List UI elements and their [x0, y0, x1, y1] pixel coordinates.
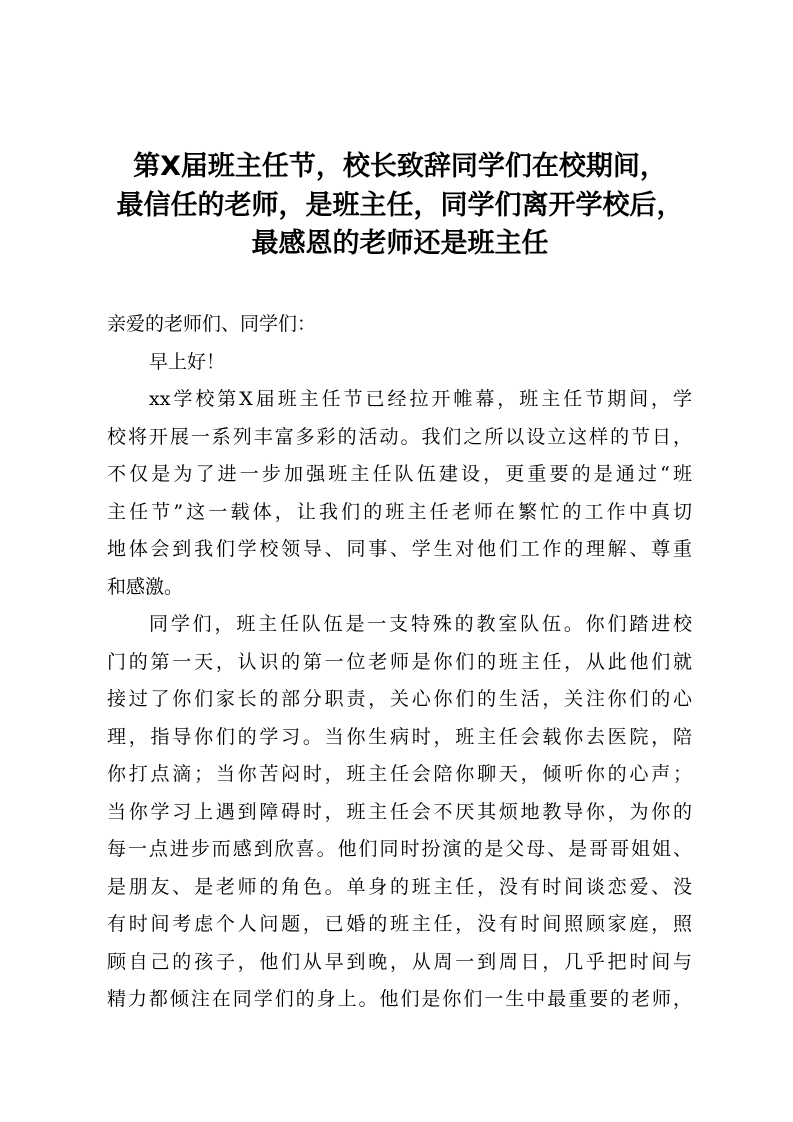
text-line: 是朋友、是老师的角色。单身的班主任，没有时间谈恋爱、没: [107, 875, 692, 898]
document-body: [107, 306, 692, 1019]
text-line: 校将开展一系列丰富多彩的活动。我们之所以设立这样的节日，: [107, 425, 692, 448]
text-line: xx学校第X届班主任节已经拉开帷幕，班主任节期间，学: [149, 388, 692, 410]
text-line: 精力都倾注在同学们的身上。他们是你们一生中最重要的老师，: [107, 988, 692, 1010]
text-line: 当你学习上遇到障碍时，班主任会不厌其烦地教导你，为你的: [107, 800, 692, 823]
text-line: 地体会到我们学校领导、同事、学生对他们工作的理解、尊重: [107, 538, 692, 560]
text-line: 你打点滴；当你苦闷时，班主任会陪你聊天，倾听你的心声；: [107, 763, 692, 785]
document-title: [100, 148, 700, 264]
text-line: 顾自己的孩子，他们从早到晚，从周一到周日，几乎把时间与: [107, 950, 692, 973]
title-line: 最感恩的老师还是班主任: [251, 228, 549, 259]
text-line: 有时间考虑个人问题，已婚的班主任，没有时间照顾家庭，照: [107, 913, 692, 935]
title-line: 最信任的老师，是班主任，同学们离开学校后，: [116, 189, 684, 221]
text-line: 理，指导你们的学习。当你生病时，班主任会载你去医院，陪: [107, 725, 692, 748]
text-line: 主任节”这一载体，让我们的班主任老师在繁忙的工作中真切: [107, 500, 692, 523]
text-line: 不仅是为了进一步加强班主任队伍建设，更重要的是通过“班: [107, 463, 692, 485]
paragraph: [107, 606, 692, 1019]
text-line: 门的第一天，认识的第一位老师是你们的班主任，从此他们就: [107, 650, 692, 673]
salutation: 亲爱的老师们、同学们：: [107, 313, 317, 335]
text-line: 同学们，班主任队伍是一支特殊的教室队伍。你们踏进校: [149, 613, 692, 635]
paragraph: [107, 381, 692, 606]
text-line: 每一点进步而感到欣喜。他们同时扮演的是父母、是哥哥姐姐、: [107, 838, 692, 860]
text-line: 接过了你们家长的部分职责，关心你们的生活，关注你们的心: [107, 688, 692, 710]
text-line: 和感激。: [107, 575, 184, 598]
greeting: 早上好！: [149, 350, 226, 373]
title-line: 第X届班主任节，校长致辞同学们在校期间，: [133, 151, 667, 182]
